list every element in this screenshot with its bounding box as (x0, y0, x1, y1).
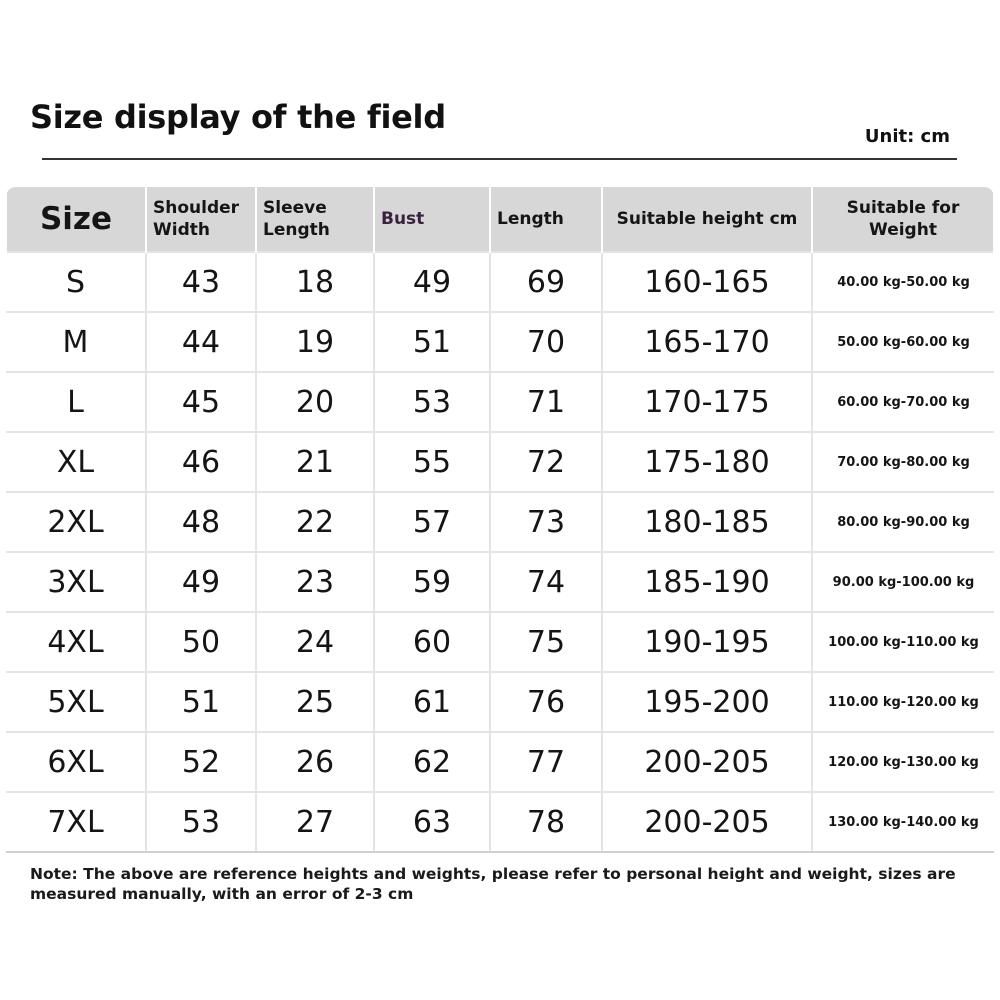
cell-size: S (6, 252, 146, 312)
table-row (6, 372, 994, 432)
cell-suitable-height: 160-165 (602, 252, 812, 312)
cell-suitable-weight: 80.00 kg-90.00 kg (812, 492, 994, 552)
cell-sleeve-length: 23 (256, 552, 374, 612)
cell-bust: 59 (374, 552, 490, 612)
cell-sleeve-length: 26 (256, 732, 374, 792)
cell-shoulder-width: 51 (146, 672, 256, 732)
cell-bust: 63 (374, 792, 490, 852)
cell-length: 78 (490, 792, 602, 852)
cell-suitable-weight: 110.00 kg-120.00 kg (812, 672, 994, 732)
cell-shoulder-width: 52 (146, 732, 256, 792)
cell-bust: 61 (374, 672, 490, 732)
header-suitable-height: Suitable height cm (602, 187, 812, 252)
table-row (6, 612, 994, 672)
cell-bust: 60 (374, 612, 490, 672)
cell-size: XL (6, 432, 146, 492)
cell-length: 77 (490, 732, 602, 792)
page-title: Size display of the field (30, 98, 446, 136)
cell-bust: 51 (374, 312, 490, 372)
header-length: Length (490, 187, 602, 252)
cell-suitable-height: 165-170 (602, 312, 812, 372)
cell-size: 4XL (6, 612, 146, 672)
table-row (6, 312, 994, 372)
table-row (6, 732, 994, 792)
cell-sleeve-length: 21 (256, 432, 374, 492)
cell-length: 76 (490, 672, 602, 732)
cell-size: 5XL (6, 672, 146, 732)
cell-sleeve-length: 18 (256, 252, 374, 312)
table-row (6, 552, 994, 612)
cell-suitable-weight: 40.00 kg-50.00 kg (812, 252, 994, 312)
cell-shoulder-width: 53 (146, 792, 256, 852)
header-size: Size (6, 187, 146, 252)
cell-bust: 55 (374, 432, 490, 492)
table-row (6, 492, 994, 552)
cell-shoulder-width: 49 (146, 552, 256, 612)
cell-sleeve-length: 19 (256, 312, 374, 372)
cell-shoulder-width: 45 (146, 372, 256, 432)
table-row (6, 432, 994, 492)
cell-length: 70 (490, 312, 602, 372)
cell-bust: 49 (374, 252, 490, 312)
cell-suitable-weight: 90.00 kg-100.00 kg (812, 552, 994, 612)
cell-shoulder-width: 43 (146, 252, 256, 312)
cell-length: 73 (490, 492, 602, 552)
cell-length: 71 (490, 372, 602, 432)
cell-shoulder-width: 46 (146, 432, 256, 492)
size-table (5, 187, 995, 853)
cell-length: 75 (490, 612, 602, 672)
cell-bust: 62 (374, 732, 490, 792)
header-row (6, 187, 994, 252)
cell-suitable-height: 200-205 (602, 792, 812, 852)
cell-sleeve-length: 27 (256, 792, 374, 852)
cell-shoulder-width: 44 (146, 312, 256, 372)
table-row (6, 672, 994, 732)
cell-suitable-height: 195-200 (602, 672, 812, 732)
header-suitable-weight: Suitable for Weight (812, 187, 994, 252)
cell-sleeve-length: 25 (256, 672, 374, 732)
size-table-header (6, 187, 994, 252)
cell-size: 7XL (6, 792, 146, 852)
cell-suitable-height: 180-185 (602, 492, 812, 552)
cell-suitable-weight: 130.00 kg-140.00 kg (812, 792, 994, 852)
table-row (6, 252, 994, 312)
cell-suitable-height: 185-190 (602, 552, 812, 612)
header-sleeve-length: Sleeve Length (256, 187, 374, 252)
note-text: Note: The above are reference heights and weights, please refer to personal height and weight, sizes are measured manually, with an error of 2-3 cm (30, 865, 956, 903)
cell-length: 72 (490, 432, 602, 492)
cell-suitable-weight: 70.00 kg-80.00 kg (812, 432, 994, 492)
table-row (6, 792, 994, 852)
cell-suitable-weight: 60.00 kg-70.00 kg (812, 372, 994, 432)
cell-suitable-height: 175-180 (602, 432, 812, 492)
cell-sleeve-length: 20 (256, 372, 374, 432)
cell-size: M (6, 312, 146, 372)
title-divider (42, 158, 957, 160)
cell-length: 69 (490, 252, 602, 312)
header-shoulder-width: Shoulder Width (146, 187, 256, 252)
cell-suitable-height: 170-175 (602, 372, 812, 432)
cell-suitable-weight: 100.00 kg-110.00 kg (812, 612, 994, 672)
cell-bust: 57 (374, 492, 490, 552)
cell-size: 2XL (6, 492, 146, 552)
cell-suitable-height: 200-205 (602, 732, 812, 792)
cell-shoulder-width: 50 (146, 612, 256, 672)
cell-suitable-weight: 120.00 kg-130.00 kg (812, 732, 994, 792)
cell-length: 74 (490, 552, 602, 612)
cell-size: 3XL (6, 552, 146, 612)
header-bust: Bust (374, 187, 490, 252)
cell-suitable-height: 190-195 (602, 612, 812, 672)
cell-suitable-weight: 50.00 kg-60.00 kg (812, 312, 994, 372)
unit-label: Unit: cm (864, 126, 950, 147)
cell-shoulder-width: 48 (146, 492, 256, 552)
cell-size: 6XL (6, 732, 146, 792)
cell-sleeve-length: 24 (256, 612, 374, 672)
cell-size: L (6, 372, 146, 432)
cell-bust: 53 (374, 372, 490, 432)
size-table-body (6, 252, 994, 852)
cell-sleeve-length: 22 (256, 492, 374, 552)
